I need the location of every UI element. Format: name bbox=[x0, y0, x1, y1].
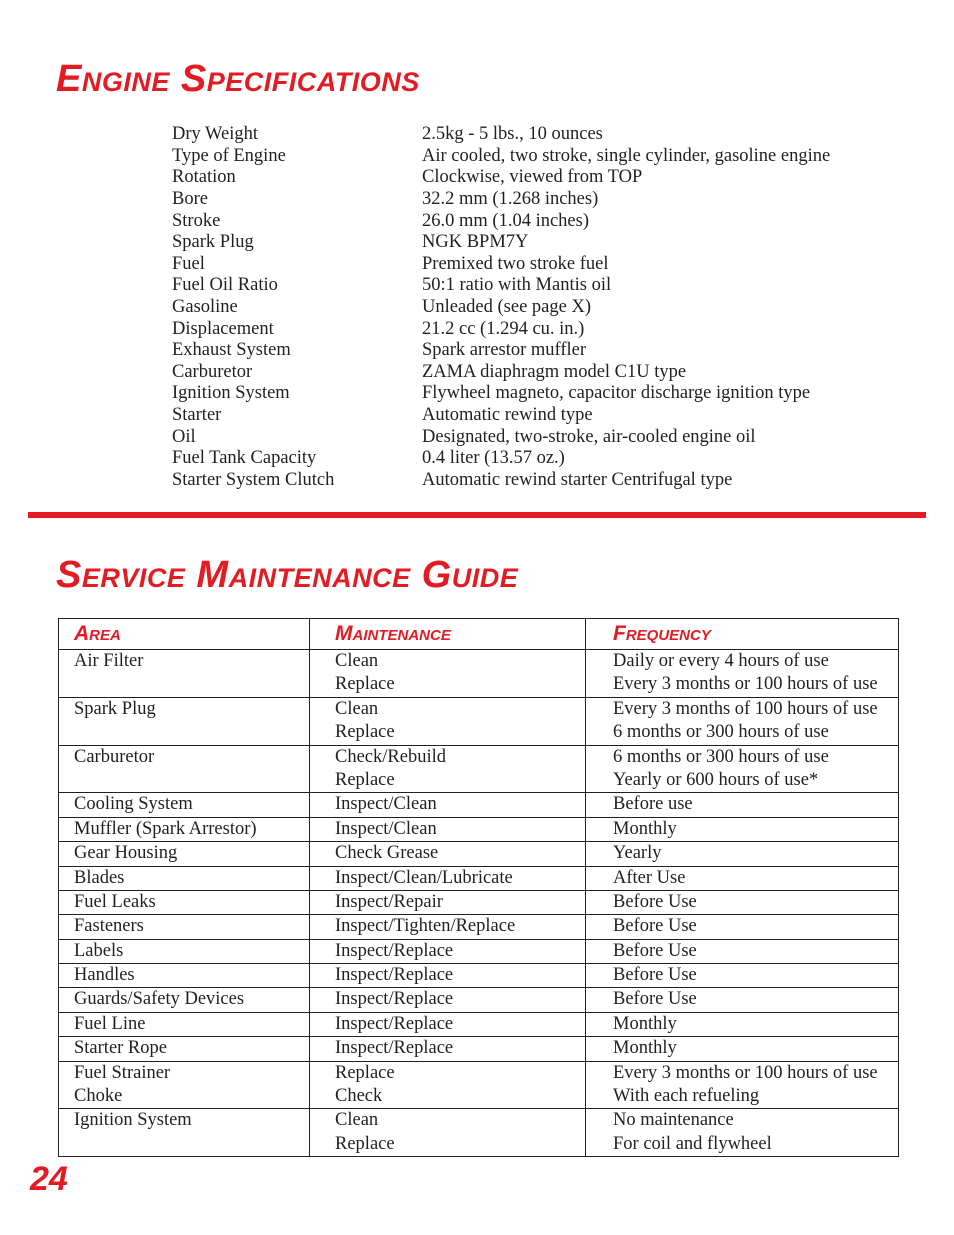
spec-row bbox=[172, 210, 830, 232]
frequency-cell-line: Before Use bbox=[613, 916, 697, 937]
frequency-cell-line: Before use bbox=[613, 794, 693, 815]
maintenance-cell-line: Inspect/Replace bbox=[335, 940, 454, 961]
frequency-cell-line: Yearly bbox=[613, 843, 662, 864]
spec-value: Air cooled, two stroke, single cylinder, gasoline engine bbox=[422, 145, 831, 166]
table-row bbox=[59, 915, 899, 939]
spec-value: 50:1 ratio with Mantis oil bbox=[422, 275, 612, 296]
spec-row bbox=[172, 340, 830, 362]
column-header-maintenance: Maintenance bbox=[310, 619, 586, 650]
spec-value: 32.2 mm (1.268 inches) bbox=[422, 189, 599, 210]
spec-value: Spark arrestor muffler bbox=[422, 340, 587, 361]
area-cell-line: Spark Plug bbox=[74, 698, 156, 719]
table-row bbox=[59, 988, 899, 1012]
maintenance-cell-line: Check/Rebuild bbox=[335, 746, 446, 767]
spec-row bbox=[172, 297, 830, 319]
spec-row bbox=[172, 189, 830, 211]
frequency-cell-line: Before Use bbox=[613, 965, 697, 986]
table-row bbox=[59, 866, 899, 890]
maintenance-cell-line: Inspect/Tighten/Replace bbox=[335, 916, 516, 937]
maintenance-cell bbox=[310, 817, 586, 841]
table-header-row bbox=[59, 619, 899, 650]
spec-value: NGK BPM7Y bbox=[422, 232, 529, 253]
spec-label: Bore bbox=[172, 189, 208, 210]
frequency-cell bbox=[586, 939, 899, 963]
frequency-cell bbox=[586, 890, 899, 914]
frequency-cell-line: Before Use bbox=[613, 891, 697, 912]
frequency-cell bbox=[586, 1061, 899, 1109]
spec-row bbox=[172, 124, 830, 146]
area-cell bbox=[59, 1061, 310, 1109]
table-row bbox=[59, 842, 899, 866]
maintenance-cell bbox=[310, 1037, 586, 1061]
maintenance-cell-line: Inspect/Replace bbox=[335, 1013, 454, 1034]
spec-label: Rotation bbox=[172, 167, 236, 188]
spec-row bbox=[172, 318, 830, 340]
area-cell-line: Muffler (Spark Arrestor) bbox=[74, 818, 257, 839]
spec-label: Gasoline bbox=[172, 297, 238, 318]
area-cell-line: Carburetor bbox=[74, 746, 155, 767]
spec-value: 0.4 liter (13.57 oz.) bbox=[422, 448, 565, 469]
area-cell-line: Choke bbox=[74, 1086, 123, 1107]
spec-row bbox=[172, 254, 830, 276]
table-row bbox=[59, 890, 899, 914]
page-number: 24 bbox=[30, 1160, 68, 1198]
spec-label: Starter bbox=[172, 405, 222, 426]
spec-value: 26.0 mm (1.04 inches) bbox=[422, 210, 589, 231]
frequency-cell bbox=[586, 988, 899, 1012]
area-cell-line: Labels bbox=[74, 940, 124, 961]
spec-label: Carburetor bbox=[172, 361, 253, 382]
frequency-cell-line: For coil and flywheel bbox=[613, 1133, 772, 1154]
maintenance-cell bbox=[310, 939, 586, 963]
spec-label: Stroke bbox=[172, 210, 221, 231]
frequency-cell-line: Every 3 months or 100 hours of use bbox=[613, 1062, 878, 1083]
spec-row bbox=[172, 405, 830, 427]
maintenance-cell bbox=[310, 1061, 586, 1109]
area-cell-line: Air Filter bbox=[74, 651, 144, 671]
maintenance-cell-line: Check bbox=[335, 1086, 383, 1107]
maintenance-cell-line: Replace bbox=[335, 1133, 395, 1154]
spec-value: Unleaded (see page X) bbox=[422, 297, 591, 318]
frequency-cell bbox=[586, 817, 899, 841]
frequency-cell-line: Daily or every 4 hours of use bbox=[613, 651, 829, 671]
spec-row bbox=[172, 146, 830, 168]
area-cell-line: Fuel Line bbox=[74, 1013, 146, 1034]
maintenance-cell bbox=[310, 745, 586, 793]
frequency-cell-line: 6 months or 300 hours of use bbox=[613, 722, 829, 743]
area-cell-line: Gear Housing bbox=[74, 843, 178, 864]
maintenance-cell bbox=[310, 1109, 586, 1157]
maintenance-cell-line: Inspect/Clean bbox=[335, 818, 437, 839]
maintenance-cell bbox=[310, 915, 586, 939]
spec-label: Displacement bbox=[172, 318, 274, 339]
frequency-cell-line: Yearly or 600 hours of use* bbox=[613, 769, 819, 790]
engine-specs-list bbox=[172, 124, 830, 491]
maintenance-cell bbox=[310, 793, 586, 817]
area-cell bbox=[59, 1037, 310, 1061]
area-cell bbox=[59, 866, 310, 890]
maintenance-cell-line: Replace bbox=[335, 674, 395, 695]
maintenance-cell-line: Clean bbox=[335, 698, 379, 719]
frequency-cell bbox=[586, 1109, 899, 1157]
spec-label: Exhaust System bbox=[172, 340, 291, 361]
maintenance-cell bbox=[310, 964, 586, 988]
spec-value: Premixed two stroke fuel bbox=[422, 253, 609, 274]
section-divider bbox=[28, 512, 926, 518]
frequency-cell bbox=[586, 697, 899, 745]
column-header-frequency: Frequency bbox=[586, 619, 899, 650]
spec-label: Ignition System bbox=[172, 383, 290, 404]
table-row bbox=[59, 1037, 899, 1061]
spec-value: Automatic rewind type bbox=[422, 405, 593, 426]
spec-value: Flywheel magneto, capacitor discharge ignition type bbox=[422, 383, 811, 404]
frequency-cell-line: Every 3 months or 100 hours of use bbox=[613, 674, 878, 695]
table-row bbox=[59, 1109, 899, 1157]
spec-row bbox=[172, 470, 830, 492]
maintenance-cell-line: Check Grease bbox=[335, 843, 439, 864]
engine-specifications-heading: Engine Specifications bbox=[56, 58, 420, 100]
spec-row bbox=[172, 275, 830, 297]
area-cell bbox=[59, 964, 310, 988]
area-cell bbox=[59, 817, 310, 841]
area-cell-line: Fuel Leaks bbox=[74, 891, 156, 912]
table-row bbox=[59, 745, 899, 793]
service-maintenance-table bbox=[58, 618, 899, 1157]
frequency-cell-line: Before Use bbox=[613, 940, 697, 961]
frequency-cell-line: Monthly bbox=[613, 1038, 677, 1059]
spec-row bbox=[172, 383, 830, 405]
frequency-cell-line: Monthly bbox=[613, 1013, 677, 1034]
maintenance-cell bbox=[310, 866, 586, 890]
spec-value: 21.2 cc (1.294 cu. in.) bbox=[422, 318, 585, 339]
table-row bbox=[59, 1012, 899, 1036]
area-cell bbox=[59, 697, 310, 745]
spec-row bbox=[172, 448, 830, 470]
area-cell bbox=[59, 939, 310, 963]
area-cell bbox=[59, 988, 310, 1012]
spec-value: Clockwise, viewed from TOP bbox=[422, 167, 643, 188]
maintenance-cell-line: Clean bbox=[335, 1110, 379, 1131]
frequency-cell-line: After Use bbox=[613, 867, 686, 888]
table-row bbox=[59, 793, 899, 817]
spec-row bbox=[172, 362, 830, 384]
maintenance-cell bbox=[310, 988, 586, 1012]
area-cell bbox=[59, 650, 310, 698]
service-table-body bbox=[59, 650, 899, 1157]
frequency-cell bbox=[586, 793, 899, 817]
spec-label: Dry Weight bbox=[172, 124, 259, 145]
spec-label: Fuel Oil Ratio bbox=[172, 275, 278, 296]
maintenance-cell-line: Replace bbox=[335, 722, 395, 743]
spec-label: Spark Plug bbox=[172, 232, 254, 253]
frequency-cell bbox=[586, 1012, 899, 1036]
area-cell-line: Handles bbox=[74, 965, 135, 986]
table-row bbox=[59, 817, 899, 841]
area-cell-line: Cooling System bbox=[74, 794, 193, 815]
frequency-cell bbox=[586, 964, 899, 988]
frequency-cell-line: 6 months or 300 hours of use bbox=[613, 746, 829, 767]
maintenance-cell-line: Inspect/Replace bbox=[335, 1038, 454, 1059]
maintenance-cell-line: Inspect/Clean bbox=[335, 794, 437, 815]
spec-value: Designated, two-stroke, air-cooled engine oil bbox=[422, 426, 756, 447]
maintenance-cell-line: Inspect/Clean/Lubricate bbox=[335, 867, 513, 888]
spec-value: 2.5kg - 5 lbs., 10 ounces bbox=[422, 124, 603, 145]
area-cell-line: Guards/Safety Devices bbox=[74, 989, 245, 1010]
frequency-cell bbox=[586, 1037, 899, 1061]
maintenance-cell-line: Replace bbox=[335, 1062, 395, 1083]
spec-label: Type of Engine bbox=[172, 145, 286, 166]
frequency-cell-line: Monthly bbox=[613, 818, 677, 839]
area-cell bbox=[59, 915, 310, 939]
table-row bbox=[59, 697, 899, 745]
column-header-area: Area bbox=[59, 619, 310, 650]
spec-row bbox=[172, 167, 830, 189]
spec-row bbox=[172, 232, 830, 254]
frequency-cell bbox=[586, 842, 899, 866]
area-cell bbox=[59, 745, 310, 793]
area-cell-line: Starter Rope bbox=[74, 1038, 167, 1059]
frequency-cell bbox=[586, 745, 899, 793]
spec-label: Oil bbox=[172, 426, 196, 447]
table-row bbox=[59, 650, 899, 698]
maintenance-cell bbox=[310, 890, 586, 914]
maintenance-cell-line: Clean bbox=[335, 651, 379, 671]
area-cell-line: Fuel Strainer bbox=[74, 1062, 171, 1083]
area-cell bbox=[59, 793, 310, 817]
maintenance-cell-line: Inspect/Replace bbox=[335, 989, 454, 1010]
frequency-cell-line: No maintenance bbox=[613, 1110, 734, 1131]
service-maintenance-guide-heading: Service Maintenance Guide bbox=[56, 554, 519, 596]
frequency-cell-line: Every 3 months of 100 hours of use bbox=[613, 698, 878, 719]
maintenance-cell bbox=[310, 650, 586, 698]
area-cell bbox=[59, 842, 310, 866]
maintenance-cell-line: Inspect/Repair bbox=[335, 891, 443, 912]
table-row bbox=[59, 939, 899, 963]
maintenance-cell bbox=[310, 1012, 586, 1036]
area-cell bbox=[59, 890, 310, 914]
area-cell bbox=[59, 1012, 310, 1036]
area-cell-line: Blades bbox=[74, 867, 125, 888]
maintenance-cell-line: Inspect/Replace bbox=[335, 965, 454, 986]
spec-row bbox=[172, 426, 830, 448]
spec-label: Fuel Tank Capacity bbox=[172, 448, 317, 469]
area-cell bbox=[59, 1109, 310, 1157]
area-cell-line: Ignition System bbox=[74, 1110, 192, 1131]
frequency-cell bbox=[586, 650, 899, 698]
frequency-cell-line: With each refueling bbox=[613, 1086, 760, 1107]
maintenance-cell bbox=[310, 697, 586, 745]
frequency-cell-line: Before Use bbox=[613, 989, 697, 1010]
maintenance-cell bbox=[310, 842, 586, 866]
frequency-cell bbox=[586, 915, 899, 939]
spec-label: Fuel bbox=[172, 253, 205, 274]
table-row bbox=[59, 964, 899, 988]
maintenance-cell-line: Replace bbox=[335, 769, 395, 790]
frequency-cell bbox=[586, 866, 899, 890]
spec-label: Starter System Clutch bbox=[172, 469, 335, 490]
spec-value: ZAMA diaphragm model C1U type bbox=[422, 361, 687, 382]
spec-value: Automatic rewind starter Centrifugal type bbox=[422, 469, 733, 490]
table-row bbox=[59, 1061, 899, 1109]
area-cell-line: Fasteners bbox=[74, 916, 144, 937]
